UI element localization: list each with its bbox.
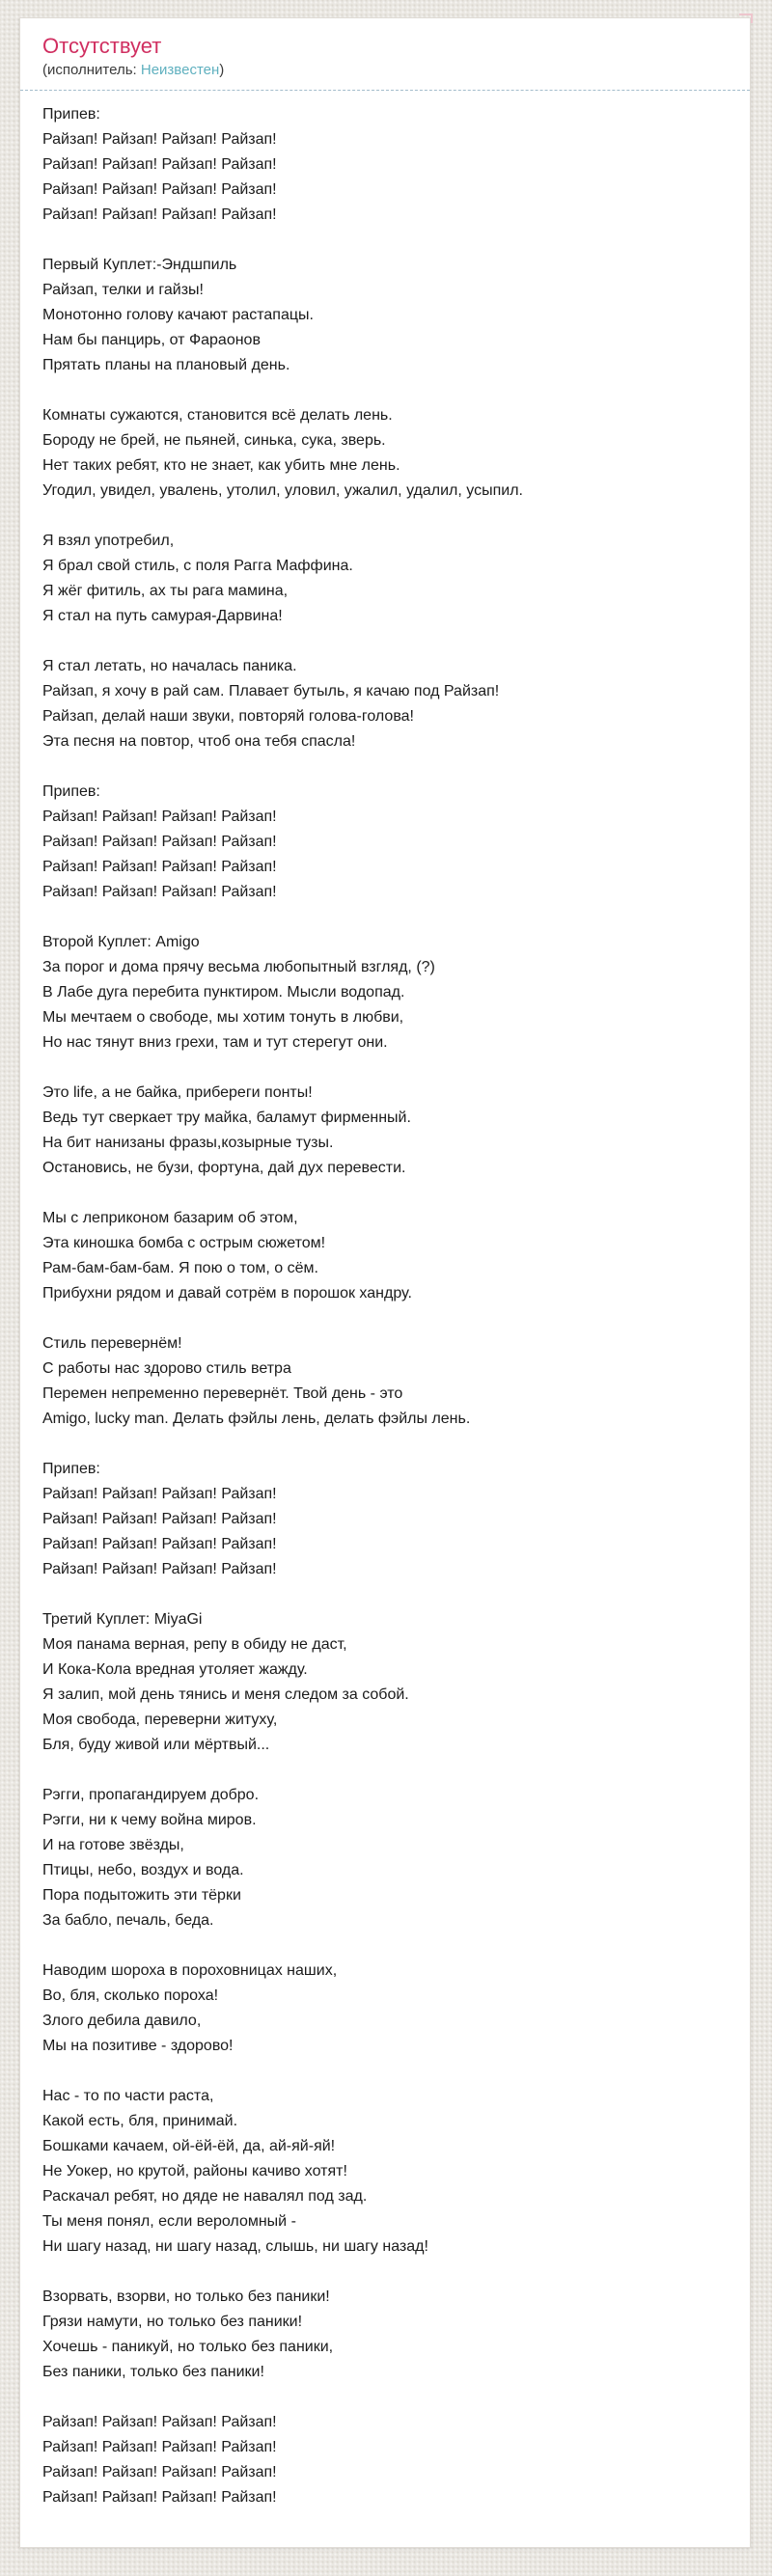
lyric-line: Взорвать, взорви, но только без паники! [42,2288,330,2305]
lyric-line: Пора подытожить эти тёрки [42,1887,241,1904]
lyric-line: Это life, а не байка, прибереги понты! [42,1084,313,1101]
lyric-line: Моя панама верная, репу в обиду не даст, [42,1636,347,1653]
lyric-line: Мы мечтаем о свободе, мы хотим тонуть в любви, [42,1009,404,1026]
lyric-line: Райзап! Райзап! Райзап! Райзап! [42,131,277,148]
lyric-line: Бошками качаем, ой-ёй-ёй, да, ай-яй-яй! [42,2138,336,2154]
artist-line [42,61,730,80]
page-title: Отсутствует [42,34,162,58]
lyric-line: Рам-бам-бам-бам. Я пою о том, о сём. [42,1260,318,1276]
lyric-line: Нам бы панцирь, от Фараонов [42,332,261,348]
lyric-line: Нет таких ребят, кто не знает, как убить мне лень. [42,457,400,474]
lyric-line: Мы с леприконом базарим об этом, [42,1210,298,1226]
lyric-line: Райзап! Райзап! Райзап! Райзап! [42,2489,277,2506]
lyrics-card [19,17,751,2548]
lyric-line: И Кока-Кола вредная утоляет жажду. [42,1661,308,1678]
artist-link[interactable]: Неизвестен [140,62,220,78]
lyric-line: Моя свобода, переверни житуху, [42,1712,278,1728]
lyric-line: Ни шагу назад, ни шагу назад, слышь, ни шагу назад! [42,2238,428,2255]
lyrics-stanza [42,529,730,629]
lyrics-stanza [42,2084,730,2260]
corner-decoration [739,14,753,23]
lyrics-stanza [42,253,730,378]
lyrics-stanza [42,1457,730,1582]
lyrics-stanza [42,654,730,754]
lyric-line: Райзап! Райзап! Райзап! Райзап! [42,156,277,173]
lyric-line: Во, бля, сколько пороха! [42,1987,219,2004]
lyric-line: Я взял употребил, [42,533,175,549]
lyric-line: Мы на позитиве - здорово! [42,2038,234,2054]
lyric-line: Райзап! Райзап! Райзап! Райзап! [42,1486,277,1502]
lyric-line: Райзап! Райзап! Райзап! Райзап! [42,1511,277,1527]
lyric-line: Райзап, я хочу в рай сам. Плавает бутыль, я качаю под Райзап! [42,683,500,699]
lyric-line: С работы нас здорово стиль ветра [42,1360,291,1377]
lyrics-stanza [42,930,730,1055]
lyric-line: Не Уокер, но крутой, районы качиво хотят! [42,2163,347,2179]
lyrics [20,91,750,2547]
lyrics-stanza [42,1331,730,1432]
lyric-line: Эта песня на повтор, чтоб она тебя спасла! [42,733,356,750]
lyric-line: Ты меня понял, если вероломный - [42,2213,296,2230]
lyric-line: Я брал свой стиль, с поля Рагга Маффина. [42,558,353,574]
lyric-line: Наводим шороха в пороховницах наших, [42,1962,338,1979]
lyric-line: Рэгги, ни к чему война миров. [42,1812,257,1828]
lyrics-stanza [42,102,730,228]
lyric-line: Прятать планы на плановый день. [42,357,290,373]
lyric-line: Комнаты сужаются, становится всё делать лень. [42,407,393,424]
song-header [20,18,750,91]
lyric-line: Птицы, небо, воздух и вода. [42,1862,244,1878]
lyric-line: За бабло, печаль, беда. [42,1912,214,1929]
lyric-line: Райзап, делай наши звуки, повторяй голова-голова! [42,708,414,725]
artist-prefix: (исполнитель: [42,62,141,78]
lyric-line: Рэгги, пропагандируем добро. [42,1787,260,1803]
lyrics-stanza [42,1783,730,1933]
lyric-line: Бля, буду живой или мёртвый... [42,1737,270,1753]
lyric-line: Стиль перевернём! [42,1335,182,1352]
lyric-line: Я жёг фитиль, ах ты рага мамина, [42,583,289,599]
lyric-line: Хочешь - паникуй, но только без паники, [42,2339,334,2355]
lyric-line: Райзап! Райзап! Райзап! Райзап! [42,859,277,875]
lyric-line: Райзап! Райзап! Райзап! Райзап! [42,834,277,850]
lyrics-stanza [42,403,730,504]
lyrics-stanza [42,1607,730,1758]
lyric-line: Райзап! Райзап! Райзап! Райзап! [42,181,277,198]
lyric-line: Перемен непременно перевернёт. Твой день - это [42,1385,403,1402]
lyric-line: Раскачал ребят, но дяде не навалял под зад. [42,2188,368,2205]
lyric-line: Я стал летать, но началась паника. [42,658,297,674]
lyrics-stanza [42,2285,730,2385]
lyric-line: Прибухни рядом и давай сотрём в порошок хандру. [42,1285,412,1302]
lyric-line: Райзап! Райзап! Райзап! Райзап! [42,206,277,223]
lyric-line: За порог и дома прячу весьма любопытный взгляд, (?) [42,959,435,975]
lyric-line: Райзап! Райзап! Райзап! Райзап! [42,1536,277,1552]
lyric-line: Amigo, lucky man. Делать фэйлы лень, делать фэйлы лень. [42,1411,471,1427]
lyric-line: Райзап, телки и гайзы! [42,282,204,298]
lyrics-stanza [42,2410,730,2510]
lyric-line: Угодил, увидел, увалень, утолил, уловил, ужалил, удалил, усыпил. [42,482,523,499]
lyric-line: Грязи намути, но только без паники! [42,2314,303,2330]
artist-suffix: ) [219,62,225,78]
lyric-line: На бит нанизаны фразы,козырные тузы. [42,1135,334,1151]
lyric-line: Я стал на путь самурая-Дарвина! [42,608,283,624]
lyrics-stanza [42,1206,730,1306]
lyric-line: Второй Куплет: Amigo [42,934,200,950]
lyric-line: Бороду не брей, не пьяней, синька, сука, зверь. [42,432,386,449]
lyrics-stanza [42,780,730,905]
lyric-line: Эта киношка бомба с острым сюжетом! [42,1235,326,1251]
lyric-line: Ведь тут сверкает тру майка, баламут фирменный. [42,1110,411,1126]
lyric-line: Райзап! Райзап! Райзап! Райзап! [42,884,277,900]
lyric-line: Но нас тянут вниз грехи, там и тут стерегут они. [42,1034,388,1051]
lyric-line: Райзап! Райзап! Райзап! Райзап! [42,1561,277,1577]
lyric-line: Нас - то по части раста, [42,2088,214,2104]
lyric-line: Первый Куплет:-Эндшпиль [42,257,237,273]
lyric-line: Райзап! Райзап! Райзап! Райзап! [42,2414,277,2430]
lyrics-stanza [42,1081,730,1181]
lyric-line: И на готове звёзды, [42,1837,184,1853]
lyric-line: Третий Куплет: MiyaGi [42,1611,203,1628]
lyric-line: Без паники, только без паники! [42,2364,264,2380]
lyric-line: В Лабе дуга перебита пунктиром. Мысли водопад. [42,984,405,1000]
lyric-line: Райзап! Райзап! Райзап! Райзап! [42,2439,277,2455]
lyric-line: Припев: [42,1461,100,1477]
lyric-line: Монотонно голову качают растапацы. [42,307,314,323]
lyric-line: Райзап! Райзап! Райзап! Райзап! [42,808,277,825]
page-background [0,17,772,2576]
lyric-line: Припев: [42,783,100,800]
lyrics-stanza [42,1959,730,2059]
lyric-line: Припев: [42,106,100,123]
lyric-line: Райзап! Райзап! Райзап! Райзап! [42,2464,277,2480]
lyric-line: Остановись, не бузи, фортуна, дай дух перевести. [42,1160,406,1176]
lyric-line: Я залип, мой день тянись и меня следом за собой. [42,1686,409,1703]
lyric-line: Злого дебила давило, [42,2013,202,2029]
lyric-line: Какой есть, бля, принимай. [42,2113,238,2129]
